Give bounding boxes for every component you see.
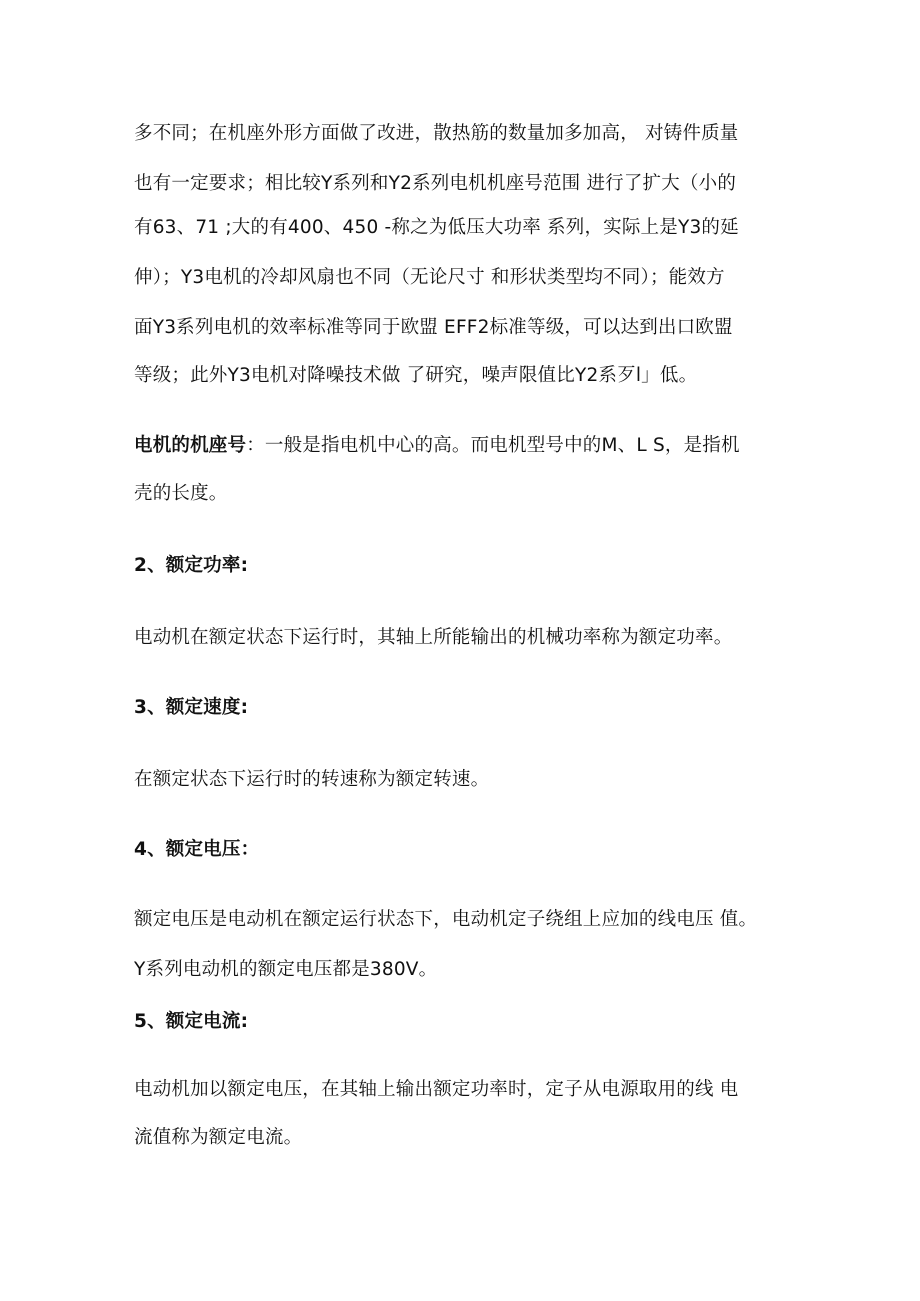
section-body-rated-power: 电动机在额定状态下运行时，其轴上所能输出的机械功率称为额定功率。 xyxy=(134,627,733,648)
intro-line: 面Y3系列电机的效率标准等同于欧盟 EFF2标准等级，可以达到出口欧盟 xyxy=(134,317,733,338)
section-body-rated-current: 电动机加以额定电压，在其轴上输出额定功率时，定子从电源取用的线 电 xyxy=(134,1079,739,1100)
frame-size-definition: ：一般是指电机中心的高。而电机型号中的M、L S，是指机 xyxy=(246,435,740,456)
section-heading-rated-voltage: 4、额定电压： xyxy=(134,839,260,860)
frame-size-line-1 xyxy=(134,434,794,458)
section-heading-rated-speed: 3、额定速度: xyxy=(134,697,249,718)
intro-line: 伸）；Y3电机的冷却风扇也不同（无论尺寸 和形状类型均不同）；能效方 xyxy=(134,267,725,288)
section-body-rated-speed: 在额定状态下运行时的转速称为额定转速。 xyxy=(134,769,490,790)
frame-size-label: 电机的机座号 xyxy=(134,435,247,456)
intro-line: 等级；此外Y3电机对降噪技术做 了研究，噪声限值比Y2系歹l」低。 xyxy=(134,365,698,386)
frame-size-line-2: 壳的长度。 xyxy=(134,483,228,504)
section-body-rated-voltage: 额定电压是电动机在额定运行状态下，电动机定子绕组上应加的线电压 值。 xyxy=(134,909,758,930)
section-heading-rated-current: 5、额定电流: xyxy=(134,1011,249,1032)
intro-line: 有63、71 ;大的有400、450 -称之为低压大功率 系列，实际上是Y3的延 xyxy=(134,217,739,238)
section-heading-rated-power: 2、额定功率: xyxy=(134,555,249,576)
intro-line: 也有一定要求；相比较Y系列和Y2系列电机机座号范围 进行了扩大（小的 xyxy=(134,173,737,194)
section-body-rated-current: 流值称为额定电流。 xyxy=(134,1127,303,1148)
section-body-rated-voltage: Y系列电动机的额定电压都是380V。 xyxy=(134,959,438,980)
intro-line: 多不同；在机座外形方面做了改进，散热筋的数量加多加高， 对铸件质量 xyxy=(134,123,739,144)
